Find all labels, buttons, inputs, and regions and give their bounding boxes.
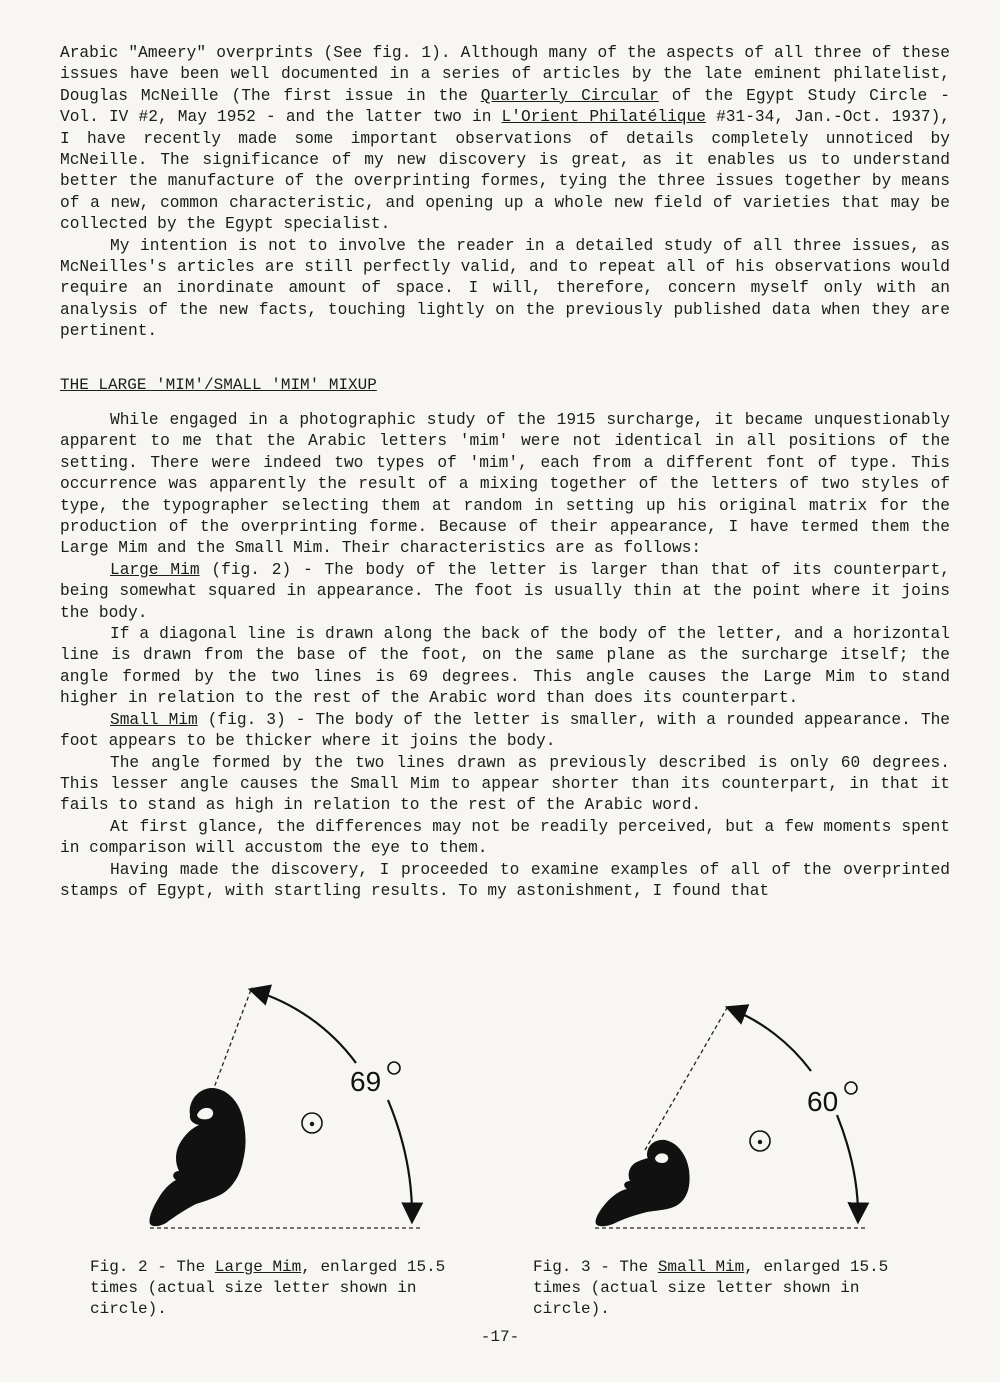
large-mim-label: Large Mim <box>110 560 200 579</box>
large-mim-paragraph <box>60 560 950 624</box>
fig2-caption-suffix: , enlarged 15.5 times (actual size letter shown in circle). <box>90 1258 446 1318</box>
intro-paragraph-2: My intention is not to involve the reader in a detailed study of all three issues, as McNeilles's articles are still perfectly valid, and to repeat all of his observations would require an inordinate amount of space. I will, therefore, concern myself only with an analysis of the new facts, touching lightly on the previously published data when they are pertinent. <box>60 236 950 341</box>
fig3-small-mim-glyph <box>596 1140 690 1226</box>
fig2-diagram <box>130 975 440 1245</box>
fig2-caption-label: Large Mim <box>214 1258 302 1276</box>
fig2-large-mim-glyph <box>149 1088 245 1226</box>
intro-paragraph-1 <box>60 43 950 236</box>
fig3-caption-suffix: , enlarged 15.5 times (actual size letter shown in circle). <box>533 1258 889 1318</box>
quarterly-circular-title: Quarterly Circular <box>480 86 659 105</box>
degree-symbol-icon <box>845 1082 857 1094</box>
fig2-angle-label: 69 <box>350 1066 382 1097</box>
fig2-angle-arc <box>252 990 356 1063</box>
body-paragraph-3: If a diagonal line is drawn along the back of the body of the letter, and a horizontal line is drawn from the base of the foot, on the same plane as the surcharge itself; the angle formed by the two lines is 69 degrees. This angle causes the Large Mim to stand higher in relation to the rest of the Arabic word than does its counterpart. <box>60 625 950 708</box>
figure-3 <box>575 975 885 1245</box>
fig3-diagonal-line <box>645 1008 727 1150</box>
body-text <box>60 410 950 902</box>
fig3-diagram <box>575 975 885 1245</box>
page-number: -17- <box>480 1328 520 1346</box>
fig2-caption-prefix: Fig. 2 - The <box>90 1258 215 1276</box>
intro-text <box>60 43 950 343</box>
fig3-caption <box>533 1257 928 1320</box>
body-paragraph-6: At first glance, the differences may not be readily perceived, but a few moments spent in comparison will accustom the eye to them. <box>60 817 950 858</box>
intro-p1-part2: of the Egypt Study Circle - Vol. IV #2, May 1952 - and the latter two in <box>60 86 951 127</box>
intro-p1-part1: Arabic "Ameery" overprints (See fig. 1). Although many of the aspects of all three of these issues have been well documented in a series of articles by the late eminent philatelist, Douglas McNeille (The first issue in the <box>60 44 950 105</box>
small-mim-paragraph <box>60 710 950 753</box>
section-heading: THE LARGE 'MIM'/SMALL 'MIM' MIXUP <box>60 376 377 394</box>
orient-philatelique-title: L'Orient Philatélique <box>501 108 706 127</box>
intro-p1-part3: #31-34, Jan.-Oct. 1937), I have recently made some important observations of details completely unnoticed by McNeille. The significance of my new discovery is great, as it enables us to understand better the manufacture of the overprinting formes, tying the three issues together by means of a new, common characteristic, and opening up a whole new field of varieties that may be collected by the Egypt specialist. <box>60 108 951 234</box>
fig3-angle-label: 60 <box>807 1086 839 1117</box>
fig2-actual-size-letter <box>310 1122 314 1126</box>
fig3-angle-arc-lower <box>837 1115 858 1220</box>
fig3-caption-prefix: Fig. 3 - The <box>533 1258 658 1276</box>
small-mim-label: Small Mim <box>110 710 198 729</box>
fig3-actual-size-letter <box>758 1140 762 1144</box>
body-paragraph-5: The angle formed by the two lines drawn as previously described is only 60 degrees. This lesser angle causes the Small Mim to appear shorter than its counterpart, in that it fails to stand as high in relation to the rest of the Arabic word. <box>60 753 950 815</box>
fig2-caption <box>90 1257 480 1320</box>
large-mim-text: (fig. 2) - The body of the letter is larger than that of its counterpart, being somewhat squared in appearance. The foot is usually thin at the point where it joins the body. <box>60 560 951 622</box>
degree-symbol-icon <box>388 1062 400 1074</box>
fig3-angle-arc <box>729 1008 811 1071</box>
fig3-caption-label: Small Mim <box>657 1258 745 1276</box>
figure-2 <box>130 975 440 1245</box>
fig2-angle-arc-lower <box>388 1100 412 1220</box>
small-mim-text: (fig. 3) - The body of the letter is smaller, with a rounded appearance. The foot appears to be thicker where it joins the body. <box>60 710 950 751</box>
body-paragraph-7: Having made the discovery, I proceeded to examine examples of all of the overprinted stamps of Egypt, with startling results. To my astonishment, I found that <box>60 860 950 900</box>
body-paragraph-1: While engaged in a photographic study of the 1915 surcharge, it became unquestionably apparent to me that the Arabic letters 'mim' were not identical in all positions of the setting. There were indeed two types of 'mim', each from a different font of type. This occurrence was apparently the result of a mixing together of the letters of two styles of type, the typographer selecting them at random in setting up his original matrix for the production of the overprinting forme. Because of their appearance, I have termed them the Large Mim and the Small Mim. Their characteristics are as follows: <box>60 411 950 558</box>
